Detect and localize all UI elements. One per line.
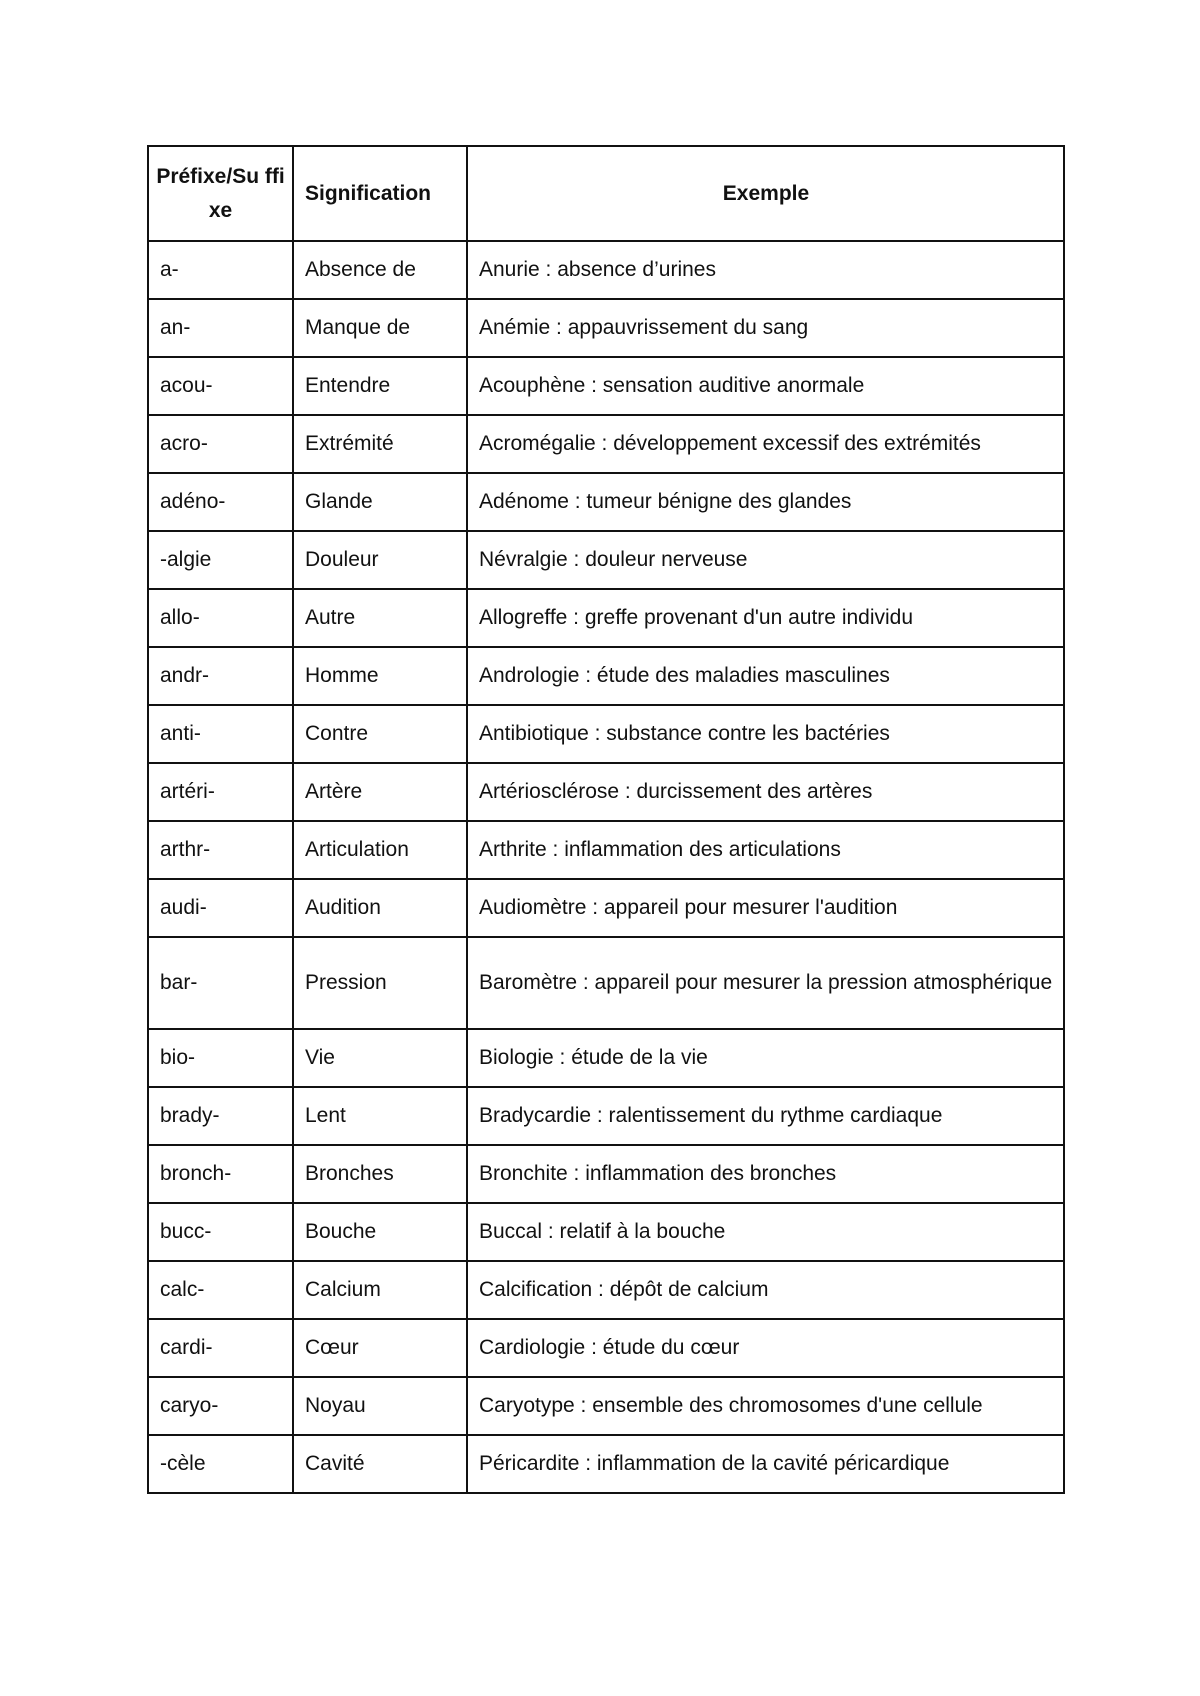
cell-example: Bradycardie : ralentissement du rythme cardiaque <box>467 1087 1064 1145</box>
table-row <box>148 415 1064 473</box>
cell-prefix: bar- <box>148 937 293 1029</box>
cell-prefix: arthr- <box>148 821 293 879</box>
cell-prefix: -cèle <box>148 1435 293 1493</box>
cell-meaning: Articulation <box>293 821 467 879</box>
cell-meaning: Lent <box>293 1087 467 1145</box>
prefix-suffix-table <box>147 145 1065 1494</box>
cell-example: Arthrite : inflammation des articulations <box>467 821 1064 879</box>
cell-prefix: brady- <box>148 1087 293 1145</box>
table-row <box>148 1203 1064 1261</box>
cell-example: Audiomètre : appareil pour mesurer l'audition <box>467 879 1064 937</box>
cell-example: Péricardite : inflammation de la cavité péricardique <box>467 1435 1064 1493</box>
table-row <box>148 1435 1064 1493</box>
cell-prefix: artéri- <box>148 763 293 821</box>
cell-example: Allogreffe : greffe provenant d'un autre individu <box>467 589 1064 647</box>
cell-example: Antibiotique : substance contre les bactéries <box>467 705 1064 763</box>
cell-prefix: andr- <box>148 647 293 705</box>
cell-example: Calcification : dépôt de calcium <box>467 1261 1064 1319</box>
cell-example: Bronchite : inflammation des bronches <box>467 1145 1064 1203</box>
table-row <box>148 879 1064 937</box>
table-row <box>148 1029 1064 1087</box>
cell-meaning: Cœur <box>293 1319 467 1377</box>
cell-meaning: Glande <box>293 473 467 531</box>
table-row <box>148 589 1064 647</box>
table-row <box>148 1087 1064 1145</box>
cell-meaning: Absence de <box>293 241 467 299</box>
cell-example: Acouphène : sensation auditive anormale <box>467 357 1064 415</box>
table-row <box>148 647 1064 705</box>
cell-prefix: -algie <box>148 531 293 589</box>
header-example: Exemple <box>467 146 1064 241</box>
cell-meaning: Extrémité <box>293 415 467 473</box>
cell-meaning: Manque de <box>293 299 467 357</box>
cell-prefix: cardi- <box>148 1319 293 1377</box>
cell-meaning: Vie <box>293 1029 467 1087</box>
table-row <box>148 1319 1064 1377</box>
table-row <box>148 473 1064 531</box>
cell-meaning: Homme <box>293 647 467 705</box>
cell-meaning: Audition <box>293 879 467 937</box>
table-row <box>148 1261 1064 1319</box>
cell-meaning: Entendre <box>293 357 467 415</box>
cell-meaning: Douleur <box>293 531 467 589</box>
cell-prefix: a- <box>148 241 293 299</box>
cell-prefix: caryo- <box>148 1377 293 1435</box>
cell-meaning: Cavité <box>293 1435 467 1493</box>
table-row <box>148 763 1064 821</box>
cell-prefix: acro- <box>148 415 293 473</box>
cell-prefix: audi- <box>148 879 293 937</box>
header-prefix: Préfixe/Su ffixe <box>148 146 293 241</box>
cell-meaning: Bouche <box>293 1203 467 1261</box>
cell-example: Anémie : appauvrissement du sang <box>467 299 1064 357</box>
cell-prefix: adéno- <box>148 473 293 531</box>
table-row <box>148 705 1064 763</box>
table-row <box>148 299 1064 357</box>
cell-example: Baromètre : appareil pour mesurer la pression atmosphérique <box>467 937 1064 1029</box>
cell-prefix: bucc- <box>148 1203 293 1261</box>
table-row <box>148 531 1064 589</box>
cell-prefix: an- <box>148 299 293 357</box>
cell-prefix: bio- <box>148 1029 293 1087</box>
cell-example: Anurie : absence d’urines <box>467 241 1064 299</box>
table-row <box>148 1145 1064 1203</box>
cell-example: Artériosclérose : durcissement des artères <box>467 763 1064 821</box>
cell-example: Cardiologie : étude du cœur <box>467 1319 1064 1377</box>
cell-example: Adénome : tumeur bénigne des glandes <box>467 473 1064 531</box>
cell-meaning: Autre <box>293 589 467 647</box>
cell-example: Buccal : relatif à la bouche <box>467 1203 1064 1261</box>
cell-example: Névralgie : douleur nerveuse <box>467 531 1064 589</box>
cell-meaning: Contre <box>293 705 467 763</box>
table-header <box>148 146 1064 241</box>
cell-prefix: acou- <box>148 357 293 415</box>
cell-prefix: bronch- <box>148 1145 293 1203</box>
cell-meaning: Artère <box>293 763 467 821</box>
table-body <box>148 241 1064 1493</box>
cell-prefix: allo- <box>148 589 293 647</box>
cell-example: Andrologie : étude des maladies masculines <box>467 647 1064 705</box>
cell-example: Caryotype : ensemble des chromosomes d'une cellule <box>467 1377 1064 1435</box>
cell-example: Biologie : étude de la vie <box>467 1029 1064 1087</box>
header-signification: Signification <box>293 146 467 241</box>
cell-meaning: Bronches <box>293 1145 467 1203</box>
table-row <box>148 241 1064 299</box>
header-row <box>148 146 1064 241</box>
cell-meaning: Noyau <box>293 1377 467 1435</box>
table-row <box>148 357 1064 415</box>
table-row <box>148 937 1064 1029</box>
cell-example: Acromégalie : développement excessif des extrémités <box>467 415 1064 473</box>
cell-meaning: Pression <box>293 937 467 1029</box>
cell-prefix: calc- <box>148 1261 293 1319</box>
cell-prefix: anti- <box>148 705 293 763</box>
cell-meaning: Calcium <box>293 1261 467 1319</box>
table-row <box>148 821 1064 879</box>
table-row <box>148 1377 1064 1435</box>
